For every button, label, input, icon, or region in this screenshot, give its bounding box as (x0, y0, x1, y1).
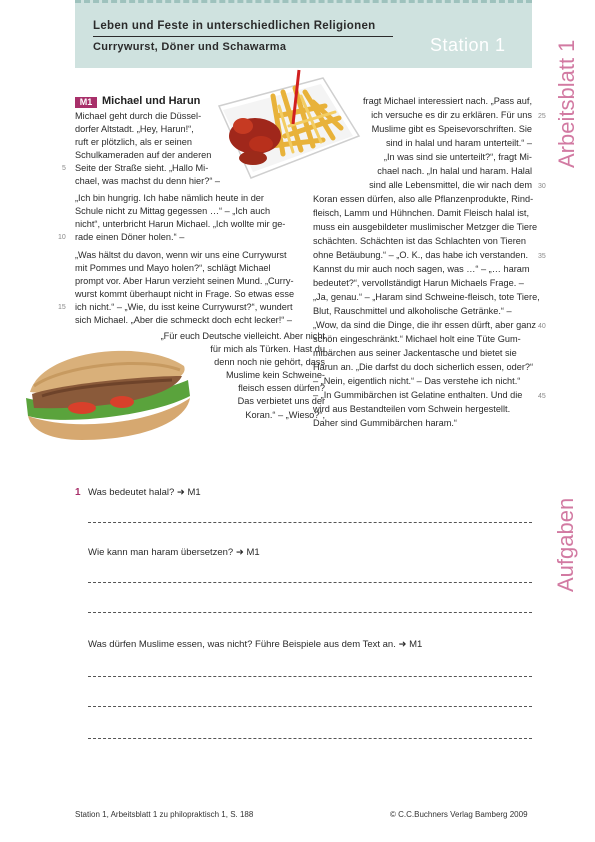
side-label-arbeitsblatt: Arbeitsblatt 1 (554, 39, 579, 168)
line-number: 40 (538, 323, 546, 330)
text-line: Harun an. „Die darfst du doch sicherlich essen, oder?“ (313, 362, 534, 372)
text-line: mit Pommes und Mayo holen?“, schlägt Michael (75, 263, 271, 273)
line-number: 45 (538, 393, 546, 400)
text-line: Muslime gibt es Speisevorschriften. Sie (371, 124, 532, 134)
m1-badge: M1 (75, 97, 97, 108)
text-line: sich Michael. „Aber die schmeckt doch echt lecker!“ – (75, 315, 293, 325)
text-line: chael nach. „In halal und haram. Halal (377, 166, 532, 176)
side-label-aufgaben: Aufgaben (553, 497, 578, 592)
line-number: 35 (538, 253, 546, 260)
text-line: dorfer Altstadt. „Hey, Harun!“, (75, 124, 194, 134)
text-line: sind alle Lebensmittel, die wir nach dem (369, 180, 532, 190)
text-line: Seite der Straße sieht. „Hallo Mi- (75, 163, 209, 173)
header-band (75, 0, 532, 68)
text-line: Koran.“ – „Wieso?“, (245, 410, 325, 420)
header-subtitle: Currywurst, Döner und Schawarma (93, 41, 287, 53)
answer-line[interactable] (88, 522, 532, 523)
footer-copyright: © C.C.Buchners Verlag Bamberg 2009 (390, 810, 528, 819)
task-question-1: Was bedeutet halal? ➜ M1 (88, 487, 201, 498)
text-line: „Was hältst du davon, wenn wir uns eine Currywurst (75, 250, 287, 260)
text-line: fleisch, Lamm und Hühnchen. Damit Fleisch halal ist, (313, 208, 530, 218)
line-number: 5 (62, 165, 66, 172)
text-line: fragt Michael interessiert nach. „Pass auf, (362, 96, 532, 106)
text-line: – „Nein, eigentlich nicht.“ – Das verstehe ich nicht.“ (313, 376, 521, 386)
material-title: Michael und Harun (102, 95, 201, 107)
station-label: Station 1 (430, 35, 506, 55)
text-line: Kannst du mir auch noch sagen, was …“ – „… haram (313, 264, 530, 274)
text-line: „Ich bin hungrig. Ich habe nämlich heute in der (75, 193, 264, 203)
text-line: mibärchen aus seiner Jackentasche und bietet sie (313, 348, 517, 358)
text-line: ich nicht.“ – „Wie, du isst keine Currywurst?“, wundert (75, 302, 293, 312)
text-line: „In was sind sie unterteilt?“, fragt Mi- (383, 152, 532, 162)
text-line: rade einen Döner holen.“ – (75, 232, 185, 242)
text-line: Daher sind Gummibärchen haram.“ (313, 418, 457, 428)
text-line: schön eingeschränkt.“ Michael holt eine Tüte Gum- (313, 334, 521, 344)
line-number: 30 (538, 183, 546, 190)
text-line: bedeutet?“, vervollständigt Harun Michaels Frage. – (313, 278, 524, 288)
answer-line[interactable] (88, 706, 532, 707)
task-question-2: Wie kann man haram übersetzen? ➜ M1 (88, 547, 260, 558)
line-number: 15 (58, 304, 66, 311)
text-line: wurst kommt überhaupt nicht in Frage. So etwas esse (75, 289, 295, 299)
text-line: „Ja, genau.“ – „Haram sind Schweine-fleisch, tote Tiere, (313, 292, 540, 302)
text-line: ich versuche es dir zu erklären. Für uns (371, 110, 532, 120)
task-question-3: Was dürfen Muslime essen, was nicht? Führe Beispiele aus dem Text an. ➜ M1 (88, 639, 423, 650)
answer-line[interactable] (88, 738, 532, 739)
answer-line[interactable] (88, 582, 532, 583)
text-line: nicht“, unterbricht Harun Michael. „Ich wollte mir ge- (75, 219, 286, 229)
line-number: 10 (58, 234, 66, 241)
header-title: Leben und Feste in unterschiedlichen Religionen (93, 20, 376, 32)
text-line: Das verbietet uns der (237, 396, 325, 406)
answer-line[interactable] (88, 676, 532, 677)
header-dashed-line (75, 0, 532, 7)
text-line: muss ein ausgebildeter muslimischer Metzger die Tiere (313, 222, 538, 232)
header-rule (93, 36, 393, 37)
text-line: für mich als Türken. Hast du (210, 344, 325, 354)
text-line: schächten. Schächten ist das Schlachten von Tieren (313, 236, 526, 246)
text-line: Schulkameraden auf der anderen (75, 150, 212, 160)
text-line: wird aus Bestandteilen vom Schwein hergestellt. (313, 404, 511, 414)
text-line: Blut, Rauschmittel und alkoholische Getränke.“ – (313, 306, 512, 316)
text-line: Schule nicht zu Mittag gegessen …“ – „Ich auch (75, 206, 271, 216)
text-line: sind in halal und haram unterteilt.“ – (385, 138, 532, 148)
text-line: Koran essen dürfen, also alle Pflanzenprodukte, Rind- (313, 194, 534, 204)
text-line: „Für euch Deutsche vielleicht. Aber nicht (160, 331, 325, 341)
text-line: Michael geht durch die Düssel- (75, 111, 202, 121)
text-line: Muslime kein Schweine- (225, 370, 325, 380)
text-line: ohne Betäubung.“ – „O. K., das habe ich verstanden. (313, 250, 529, 260)
text-line: chael, was machst du denn hier?“ – (75, 176, 221, 186)
text-line: „Wow, da sind die Dinge, die ihr essen dürft, aber ganz (313, 320, 537, 330)
text-line: denn noch nie gehört, dass (214, 357, 325, 367)
task-number: 1 (75, 487, 81, 498)
line-number: 25 (538, 113, 546, 120)
text-line: fleisch essen dürfen? (238, 383, 325, 393)
text-line: ruft er plötzlich, als er seinen (75, 137, 192, 147)
currywurst-image (213, 66, 361, 188)
doner-image (22, 336, 192, 446)
footer-source: Station 1, Arbeitsblatt 1 zu philopraktisch 1, S. 188 (75, 810, 254, 819)
answer-line[interactable] (88, 612, 532, 613)
text-line: prompt vor. Aber Harun verzieht seinen Mund. „Curry- (75, 276, 294, 286)
text-line: – „In Gummibärchen ist Gelatine enthalten. Und die (313, 390, 523, 400)
